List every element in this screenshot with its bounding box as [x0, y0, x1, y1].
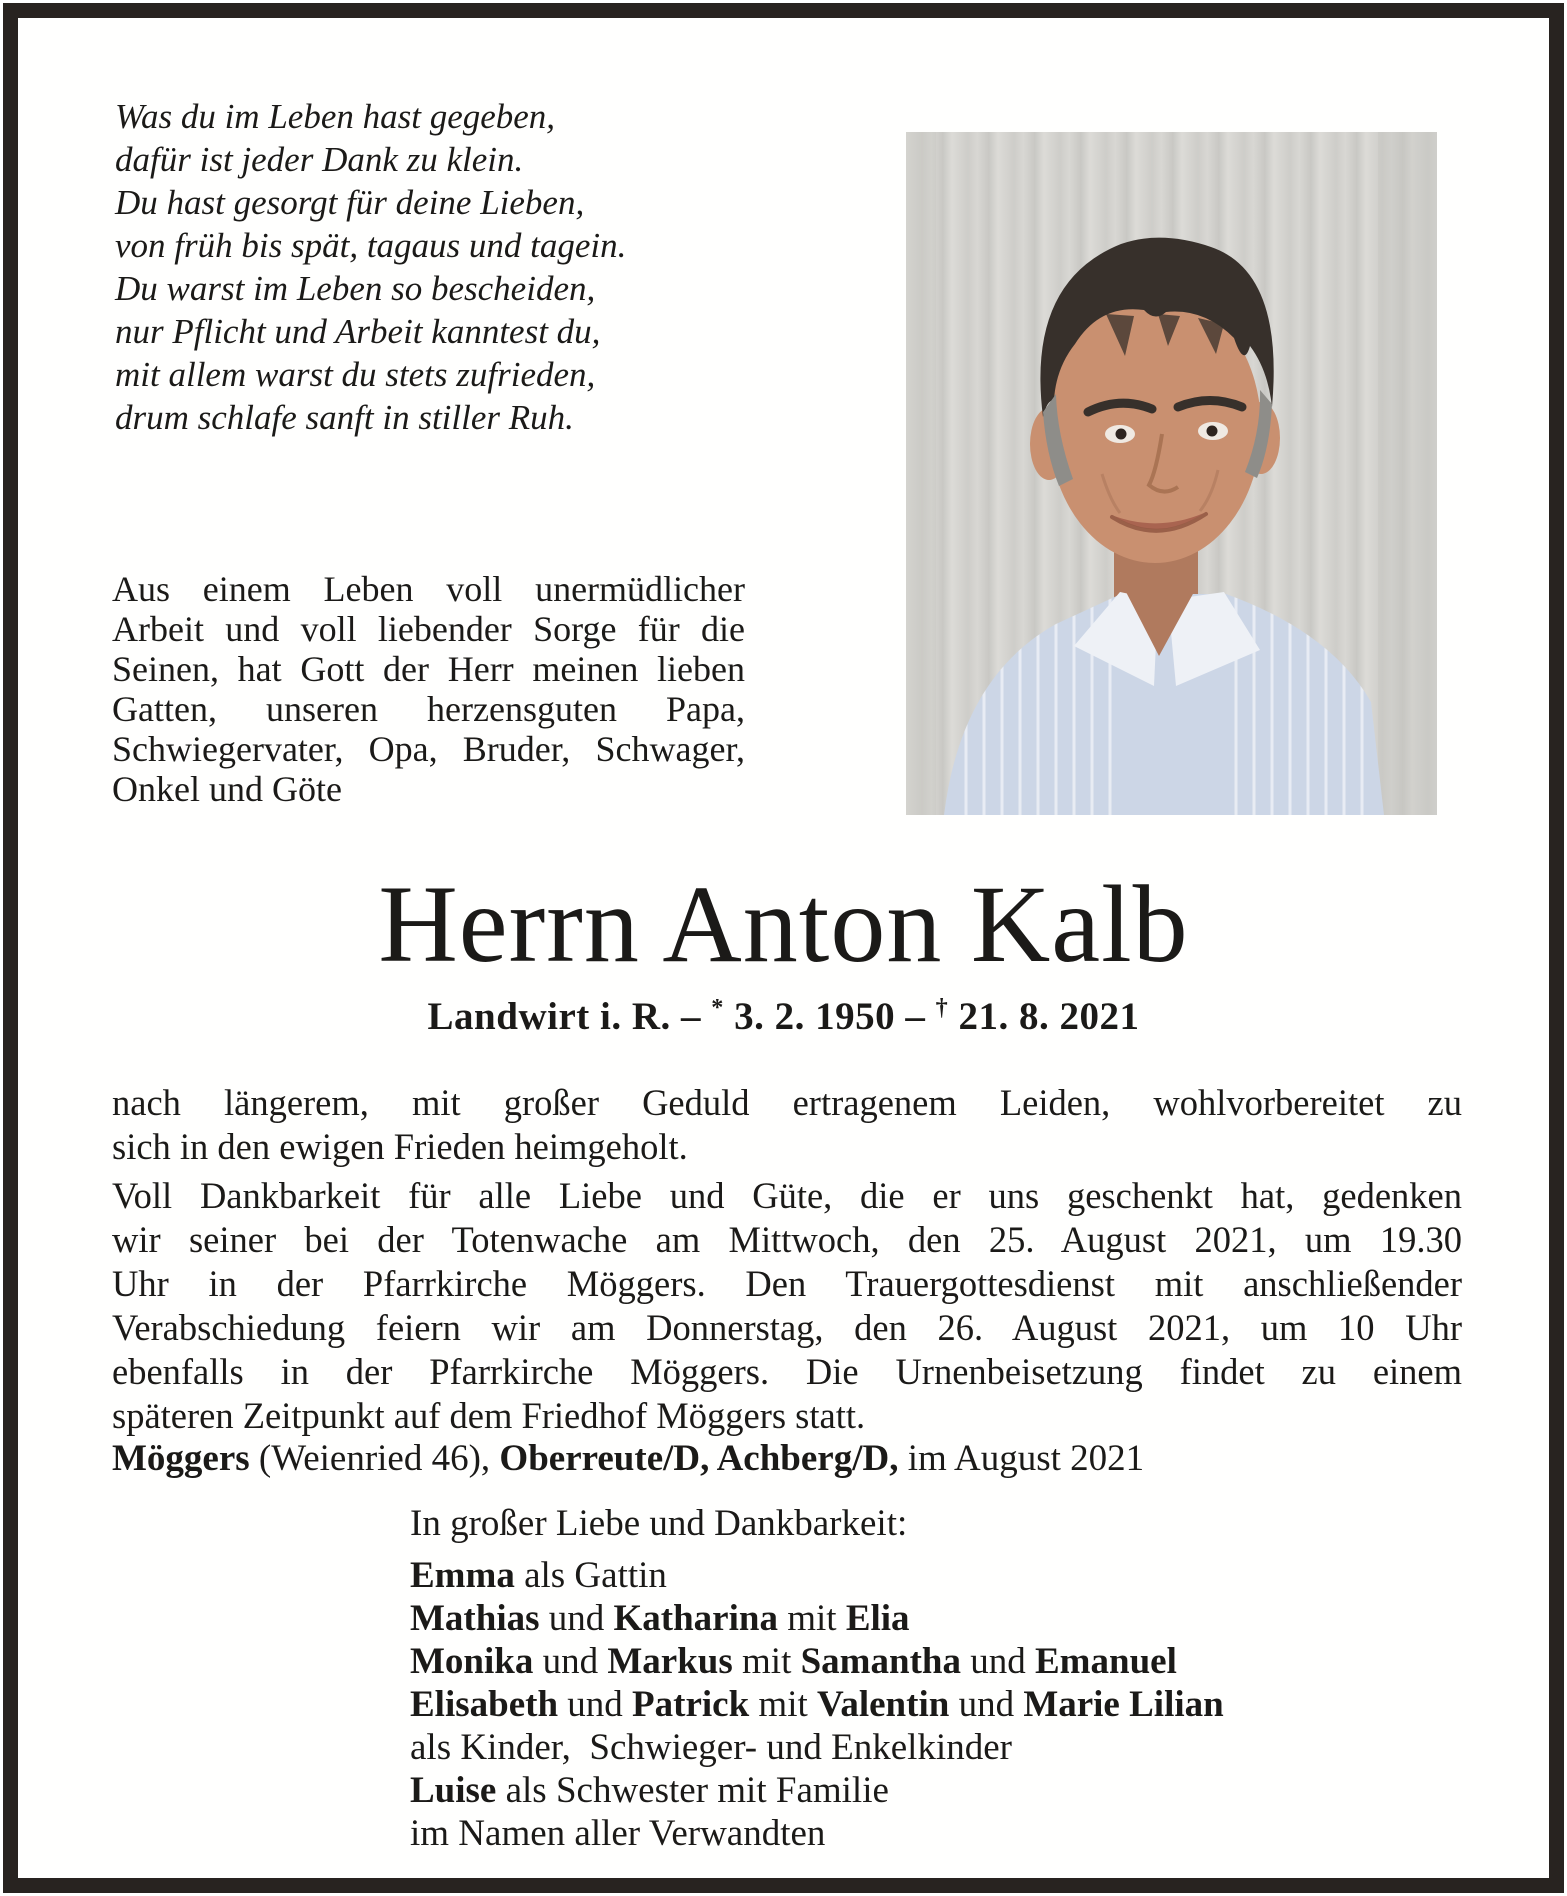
- deceased-name-heading: Herrn Anton Kalb: [378, 863, 1189, 985]
- text-segment: (Weienried 46),: [249, 1438, 500, 1479]
- mourners-block: [410, 1502, 1224, 1855]
- mourner-line: [410, 1640, 1224, 1683]
- poem-line: drum schlafe sanft in stiller Ruh.: [115, 398, 574, 437]
- intro-line: Schwiegervater, Opa, Bruder, Schwager,: [112, 729, 745, 769]
- intro-line: Gatten, unseren herzensguten Papa,: [112, 689, 745, 729]
- text-segment: Elisabeth: [410, 1684, 559, 1725]
- poem-line: Du warst im Leben so bescheiden,: [115, 269, 596, 308]
- mourner-line: [410, 1683, 1224, 1726]
- text-segment: im August 2021: [898, 1438, 1145, 1479]
- paragraph-line: Verabschiedung feiern wir am Donnerstag, den 26. August 2021, um 10 Uhr: [112, 1307, 1462, 1348]
- text-segment: als Gattin: [514, 1555, 667, 1596]
- text-segment: Elia: [845, 1598, 910, 1639]
- poem-line: Du hast gesorgt für deine Lieben,: [115, 183, 585, 222]
- pupil-left: [1116, 429, 1127, 440]
- text-segment: mit: [777, 1598, 846, 1639]
- poem-line: dafür ist jeder Dank zu klein.: [115, 140, 524, 179]
- text-segment: und: [961, 1641, 1035, 1682]
- text-segment: Patrick: [632, 1684, 750, 1725]
- text-segment: als Schwester mit Familie: [496, 1770, 889, 1811]
- text-segment: Samantha: [800, 1641, 961, 1682]
- poem-line: nur Pflicht und Arbeit kanntest du,: [115, 312, 601, 351]
- text-segment: Markus: [607, 1641, 733, 1682]
- text-segment: Emma: [410, 1555, 515, 1596]
- text-segment: mit: [749, 1684, 818, 1725]
- paragraph-line: späteren Zeitpunkt auf dem Friedhof Möggers statt.: [112, 1395, 866, 1436]
- paragraph-line: Voll Dankbarkeit für alle Liebe und Güte, die er uns geschenkt hat, gedenken: [112, 1175, 1462, 1216]
- intro-line: Arbeit und voll liebender Sorge für die: [112, 609, 745, 649]
- paragraph-line: nach längerem, mit großer Geduld ertragenem Leiden, wohlvorbereitet zu: [112, 1082, 1462, 1123]
- poem-line: mit allem warst du stets zufrieden,: [115, 355, 596, 394]
- text-segment: Landwirt i. R. –: [427, 995, 712, 1038]
- curtain-shadow-band: [1378, 132, 1437, 815]
- death-cross-symbol: †: [935, 994, 949, 1021]
- paragraph-line: ebenfalls in der Pfarrkirche Möggers. Die Urnenbeisetzung findet zu einem: [112, 1351, 1462, 1392]
- text-segment: Katharina: [613, 1598, 778, 1639]
- intro-line: Aus einem Leben voll unermüdlicher: [112, 569, 745, 609]
- text-segment: mit: [732, 1641, 801, 1682]
- text-segment: Monika: [410, 1641, 534, 1682]
- mourner-line: [410, 1554, 1224, 1597]
- paragraph-line: sich in den ewigen Frieden heimgeholt.: [112, 1126, 688, 1167]
- mourner-line: [410, 1769, 1224, 1812]
- text-segment: 21. 8. 2021: [948, 995, 1140, 1038]
- memorial-poem: [115, 95, 626, 439]
- announcement-paragraph-1: [112, 1081, 1462, 1169]
- text-segment: Mathias: [410, 1598, 540, 1639]
- paragraph-line: Uhr in der Pfarrkirche Möggers. Den Trauergottesdienst mit anschließender: [112, 1263, 1462, 1304]
- pupil-right: [1207, 426, 1218, 437]
- text-segment: und: [539, 1598, 614, 1639]
- text-segment: 3. 2. 1950 –: [723, 995, 936, 1038]
- life-dates-line: [18, 994, 1549, 1039]
- portrait-photo: [906, 132, 1437, 815]
- text-segment: Oberreute/D, Achberg/D,: [499, 1438, 899, 1479]
- location-date-line: [112, 1437, 1144, 1480]
- text-segment: im Namen aller Verwandten: [410, 1813, 826, 1854]
- mourner-line: [410, 1597, 1224, 1640]
- poem-line: von früh bis spät, tagaus und tagein.: [115, 226, 627, 265]
- text-segment: und: [533, 1641, 608, 1682]
- text-segment: als Kinder, Schwieger- und Enkelkinder: [410, 1727, 1012, 1768]
- text-segment: und: [558, 1684, 633, 1725]
- text-segment: und: [949, 1684, 1024, 1725]
- text-segment: Möggers: [112, 1438, 250, 1479]
- mourners-header: In großer Liebe und Dankbarkeit:: [410, 1503, 908, 1544]
- mourner-line: [410, 1726, 1224, 1769]
- poem-line: Was du im Leben hast gegeben,: [115, 97, 556, 136]
- portrait-photo-illustration: [906, 132, 1437, 815]
- text-segment: Marie Lilian: [1023, 1684, 1224, 1725]
- text-segment: Emanuel: [1035, 1641, 1177, 1682]
- intro-paragraph: [112, 569, 745, 809]
- mourner-line: [410, 1812, 1224, 1855]
- announcement-paragraph-2: [112, 1174, 1462, 1438]
- text-segment: Valentin: [817, 1684, 950, 1725]
- intro-line: Onkel und Göte: [112, 769, 342, 809]
- curtain-shadow-band: [906, 132, 936, 815]
- intro-line: Seinen, hat Gott der Herr meinen lieben: [112, 649, 745, 689]
- paragraph-line: wir seiner bei der Totenwache am Mittwoch, den 25. August 2021, um 19.30: [112, 1219, 1462, 1260]
- text-segment: Luise: [410, 1770, 497, 1811]
- obituary-page: [3, 3, 1564, 1893]
- birth-star-symbol: *: [711, 994, 724, 1021]
